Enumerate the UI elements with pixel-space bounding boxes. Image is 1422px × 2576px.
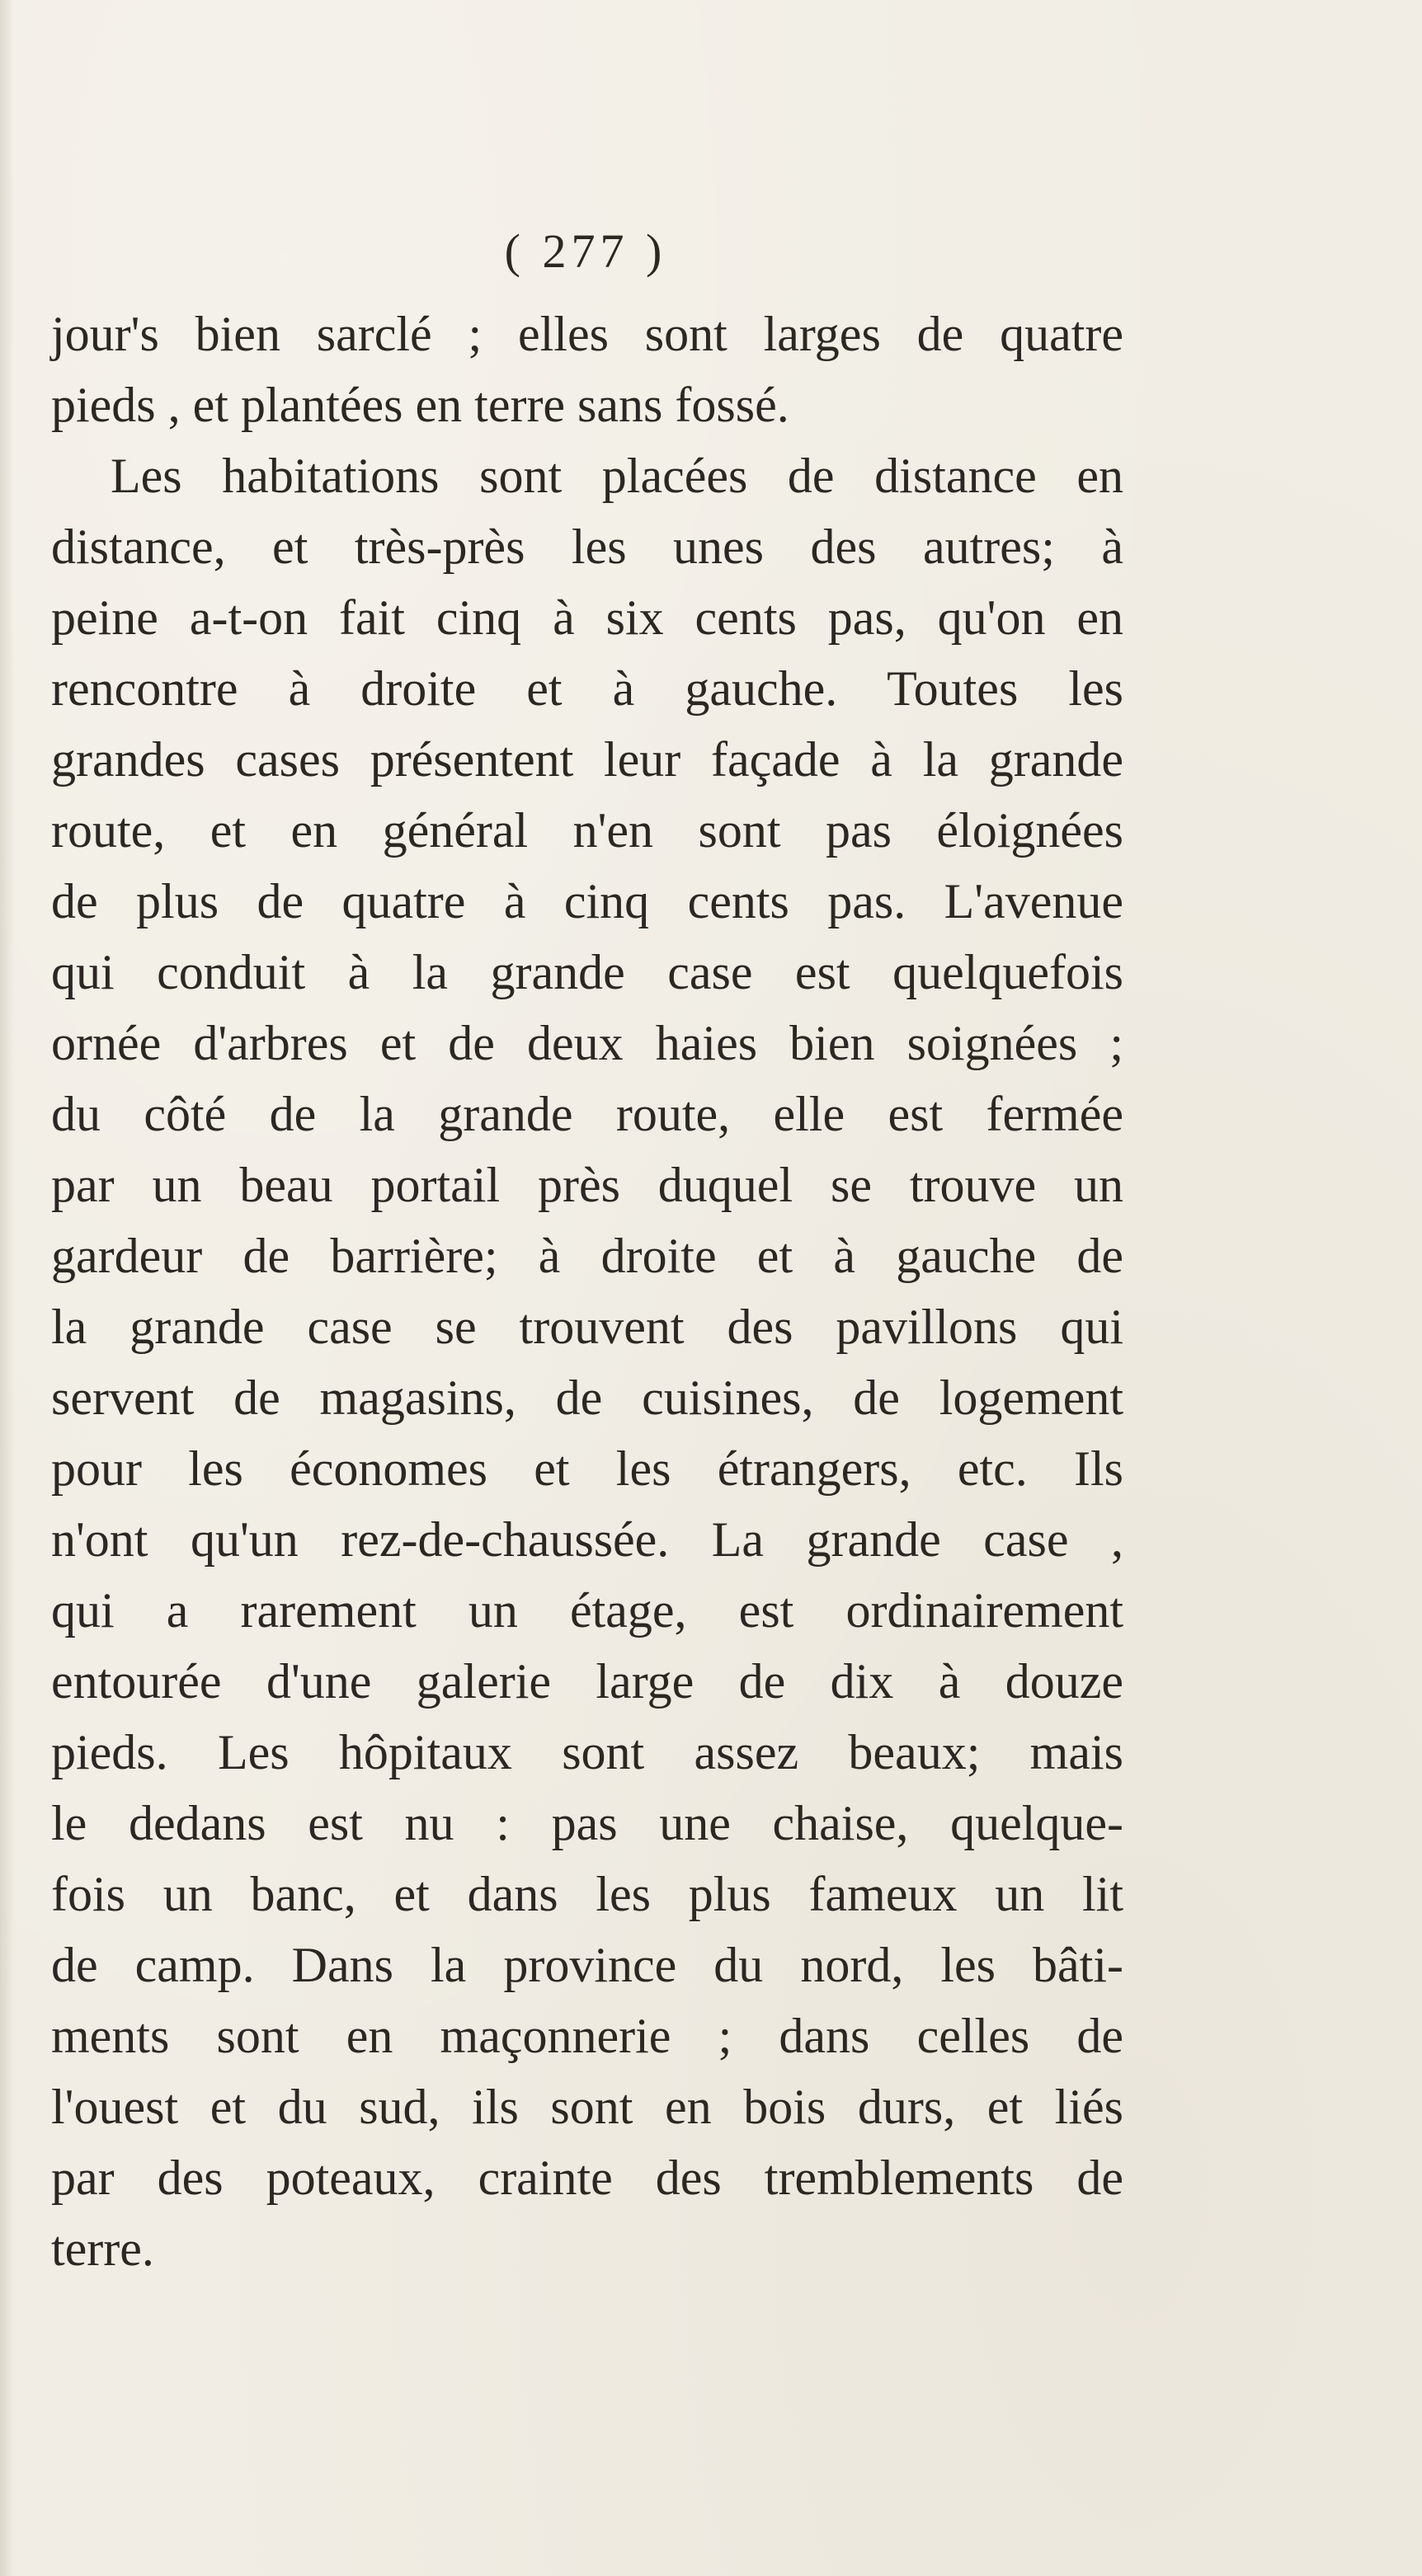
text-line: route, et en général n'en sont pas éloignées xyxy=(51,803,1123,858)
text-line: entourée d'une galerie large de dix à douze xyxy=(51,1654,1123,1709)
text-line: ments sont en maçonnerie ; dans celles de xyxy=(51,2009,1123,2063)
text-line: le dedans est nu : pas une chaise, quelque- xyxy=(51,1796,1123,1850)
text-line: distance, et très-près les unes des autres; à xyxy=(51,519,1123,574)
paragraph-start-line: Les habitations sont placées de distance en xyxy=(111,449,1123,503)
page-number: ( 277 ) xyxy=(504,224,667,278)
text-line: ornée d'arbres et de deux haies bien soignées ; xyxy=(51,1016,1123,1070)
text-line: gardeur de barrière; à droite et à gauche de xyxy=(51,1229,1123,1283)
text-line: rencontre à droite et à gauche. Toutes les xyxy=(51,661,1123,716)
text-line: la grande case se trouvent des pavillons qui xyxy=(51,1300,1123,1354)
text-line: l'ouest et du sud, ils sont en bois durs, et liés xyxy=(51,2080,1123,2134)
text-line: par un beau portail près duquel se trouve un xyxy=(51,1158,1123,1212)
text-line: jour's bien sarclé ; elles sont larges de quatre xyxy=(51,307,1123,361)
text-line: fois un banc, et dans les plus fameux un lit xyxy=(51,1867,1123,1921)
text-line: du côté de la grande route, elle est fermée xyxy=(51,1087,1123,1141)
text-line: qui conduit à la grande case est quelquefois xyxy=(51,945,1123,999)
text-line: pieds , et plantées en terre sans fossé. xyxy=(51,378,789,432)
text-line: n'ont qu'un rez-de-chaussée. La grande case , xyxy=(51,1512,1123,1567)
text-line: par des poteaux, crainte des tremblements de xyxy=(51,2151,1123,2205)
page-gutter-shadow xyxy=(0,0,15,2576)
text-line: qui a rarement un étage, est ordinairement xyxy=(51,1583,1123,1638)
text-line: terre. xyxy=(51,2221,154,2276)
text-line: grandes cases présentent leur façade à la grande xyxy=(51,732,1123,787)
text-line: servent de magasins, de cuisines, de logement xyxy=(51,1370,1123,1425)
text-line: pour les économes et les étrangers, etc. Ils xyxy=(51,1441,1123,1496)
text-line: peine a-t-on fait cinq à six cents pas, qu'on en xyxy=(51,590,1123,645)
text-line: de plus de quatre à cinq cents pas. L'avenue xyxy=(51,874,1123,928)
text-line: de camp. Dans la province du nord, les bâti- xyxy=(51,1938,1123,1992)
text-line: pieds. Les hôpitaux sont assez beaux; mais xyxy=(51,1725,1123,1779)
body-text xyxy=(51,298,1123,2284)
